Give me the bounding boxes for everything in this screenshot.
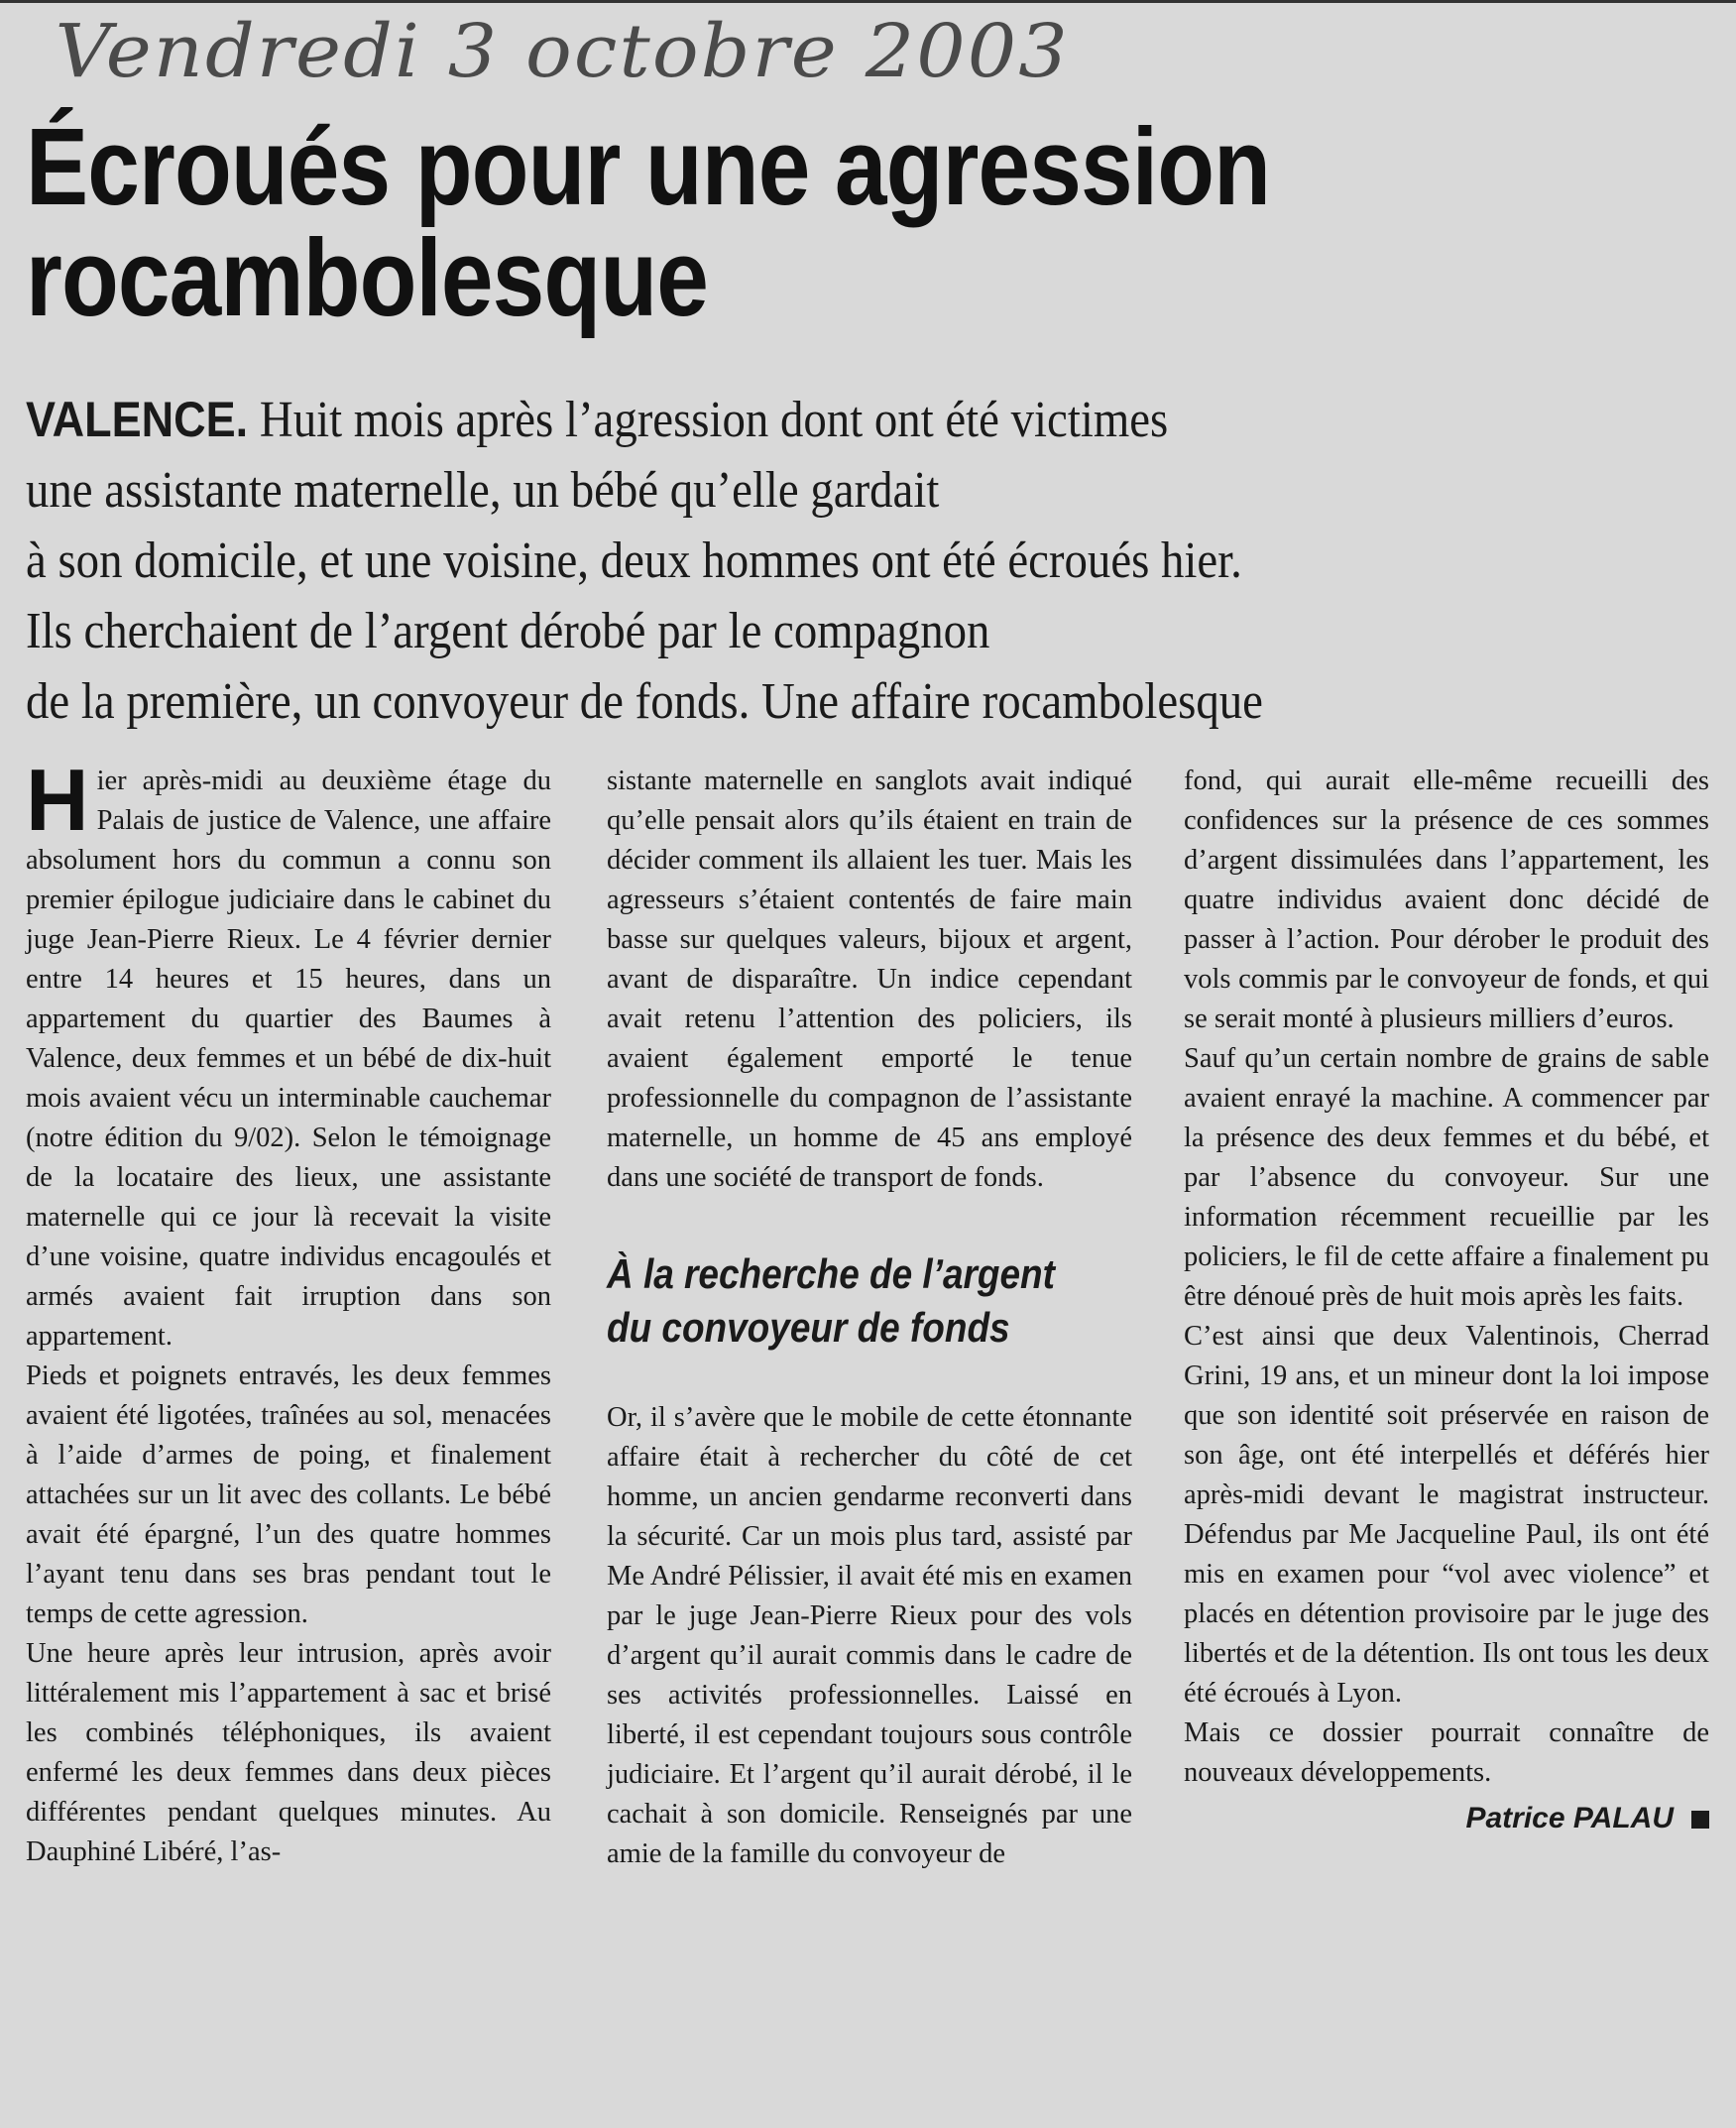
paragraph [26, 751, 551, 1357]
headline [26, 106, 1711, 339]
paragraph: Or, il s’avère que le mobile de cette étonnante affaire était à rechercher du côté de cet homme, un ancien gendarme reconverti dans la sécurité. Car un mois plus tard, assisté par Me André Pélissier, il avait été mis en examen par le juge Jean-Pierre Rieux pour des vols d’argent qu’il aurait commis dans le cadre de ses activités professionnelles. Laissé en liberté, il est cependant toujours sous contrôle judiciaire. Et l’argent qu’il aurait dérobé, il le cachait à son domicile. Renseignés par une amie de la famille du convoyeur de [607, 1402, 1132, 1869]
article-body [26, 751, 1721, 2120]
lede-line-1-text: Huit mois après l’agression dont ont été victimes [259, 392, 1169, 448]
column-3 [1184, 762, 1709, 1838]
subheading [607, 1247, 1132, 1355]
subheading-line-2: du convoyeur de fonds [607, 1304, 1010, 1351]
lede-line-5: de la première, un convoyeur de fonds. Une affaire rocambolesque [26, 673, 1263, 730]
byline [1184, 1799, 1709, 1838]
paragraph: Une heure après leur intrusion, après avoir littéralement mis l’appartement à sac et brisé les combinés téléphoniques, ils avaient enfermé les deux femmes dans deux pièces différentes pendant quelques minutes. Au Dauphiné Libéré, l’as- [26, 1638, 551, 1867]
paragraph: sistante maternelle en sanglots avait indiqué qu’elle pensait alors qu’ils étaient en train de décider comment ils allaient les tuer. Mais les agresseurs s’étaient contentés de faire main basse sur quelques valeurs, bijoux et argent, avant de disparaître. Un indice cependant avait retenu l’attention des policiers, ils avaient également emporté le tenue professionnelle du compagnon de l’assistante maternelle, un homme de 45 ans employé dans une société de transport de fonds. [607, 766, 1132, 1193]
paragraph: Mais ce dossier pourrait connaître de nouveaux développements. [1184, 1717, 1709, 1788]
drop-cap: H [26, 751, 89, 849]
lede-line-1 [26, 385, 1552, 455]
end-square-icon [1691, 1811, 1709, 1829]
column-2 [607, 762, 1132, 1874]
paragraph: Sauf qu’un certain nombre de grains de sable avaient enrayé la machine. A commencer par la présence des deux femmes et du bébé, et par l’absence du convoyeur. Sur une information récemment recueillie par les policiers, le fil de cette affaire a finalement pu être dénoué près de huit mois après les faits. [1184, 1043, 1709, 1312]
paragraph: Pieds et poignets entravés, les deux femmes avaient été ligotées, traînées au sol, menacées à l’aide d’armes de poing, et finalement attachées sur un lit avec des collants. Le bébé avait été épargné, l’un des quatre hommes l’ayant tenu dans ses bras pendant tout le temps de cette agression. [26, 1360, 551, 1629]
lede [26, 385, 1721, 737]
column-1 [26, 751, 551, 1872]
dateline-location: VALENCE. [26, 392, 249, 447]
headline-line-1: Écroués pour une agression [26, 106, 1271, 228]
paragraph: C’est ainsi que deux Valentinois, Cherrad Grini, 19 ans, et un mineur dont la loi impose que son identité soit préservée en raison de son âge, ont été interpellés et déférés hier après-midi devant le magistrat instructeur. Défendus par Me Jacqueline Paul, ils ont été mis en examen pour “vol avec violence” et placés en détention provisoire par le juge des libertés et de la détention. Ils ont tous les deux été écroués à Lyon. [1184, 1321, 1709, 1709]
headline-line-2: rocambolesque [26, 217, 709, 339]
lede-line-3: à son domicile, et une voisine, deux hommes ont été écroués hier. [26, 532, 1242, 589]
author-name: Patrice PALAU [1465, 1802, 1674, 1834]
handwritten-date: Vendredi 3 octobre 2003 [55, 9, 1070, 94]
paragraph-text: ier après-midi au deuxième étage du Palais de justice de Valence, une affaire absolument hors du commun a connu son premier épilogue judiciaire dans le cabinet du juge Jean-Pierre Rieux. Le 4 février dernier entre 14 heures et 15 heures, dans un appartement du quartier des Baumes à Valence, deux femmes et un bébé de dix-huit mois avaient vécu un interminable cauchemar (notre édition du 9/02). Selon le témoignage de la locataire des lieux, une assistante maternelle qui ce jour là recevait la visite d’une voisine, quatre individus encagoulés et armés avaient fait irruption dans son appartement. [26, 766, 551, 1352]
lede-line-4: Ils cherchaient de l’argent dérobé par le compagnon [26, 603, 990, 659]
paragraph: fond, qui aurait elle-même recueilli des confidences sur la présence de ces sommes d’argent dissimulées dans l’appartement, les quatre individus avaient donc décidé de passer à l’action. Pour dérober le produit des vols commis par le convoyeur de fonds, et qui se serait monté à plusieurs milliers d’euros. [1184, 766, 1709, 1034]
subheading-line-1: À la recherche de l’argent [607, 1250, 1055, 1297]
lede-line-2: une assistante maternelle, un bébé qu’elle gardait [26, 462, 940, 519]
